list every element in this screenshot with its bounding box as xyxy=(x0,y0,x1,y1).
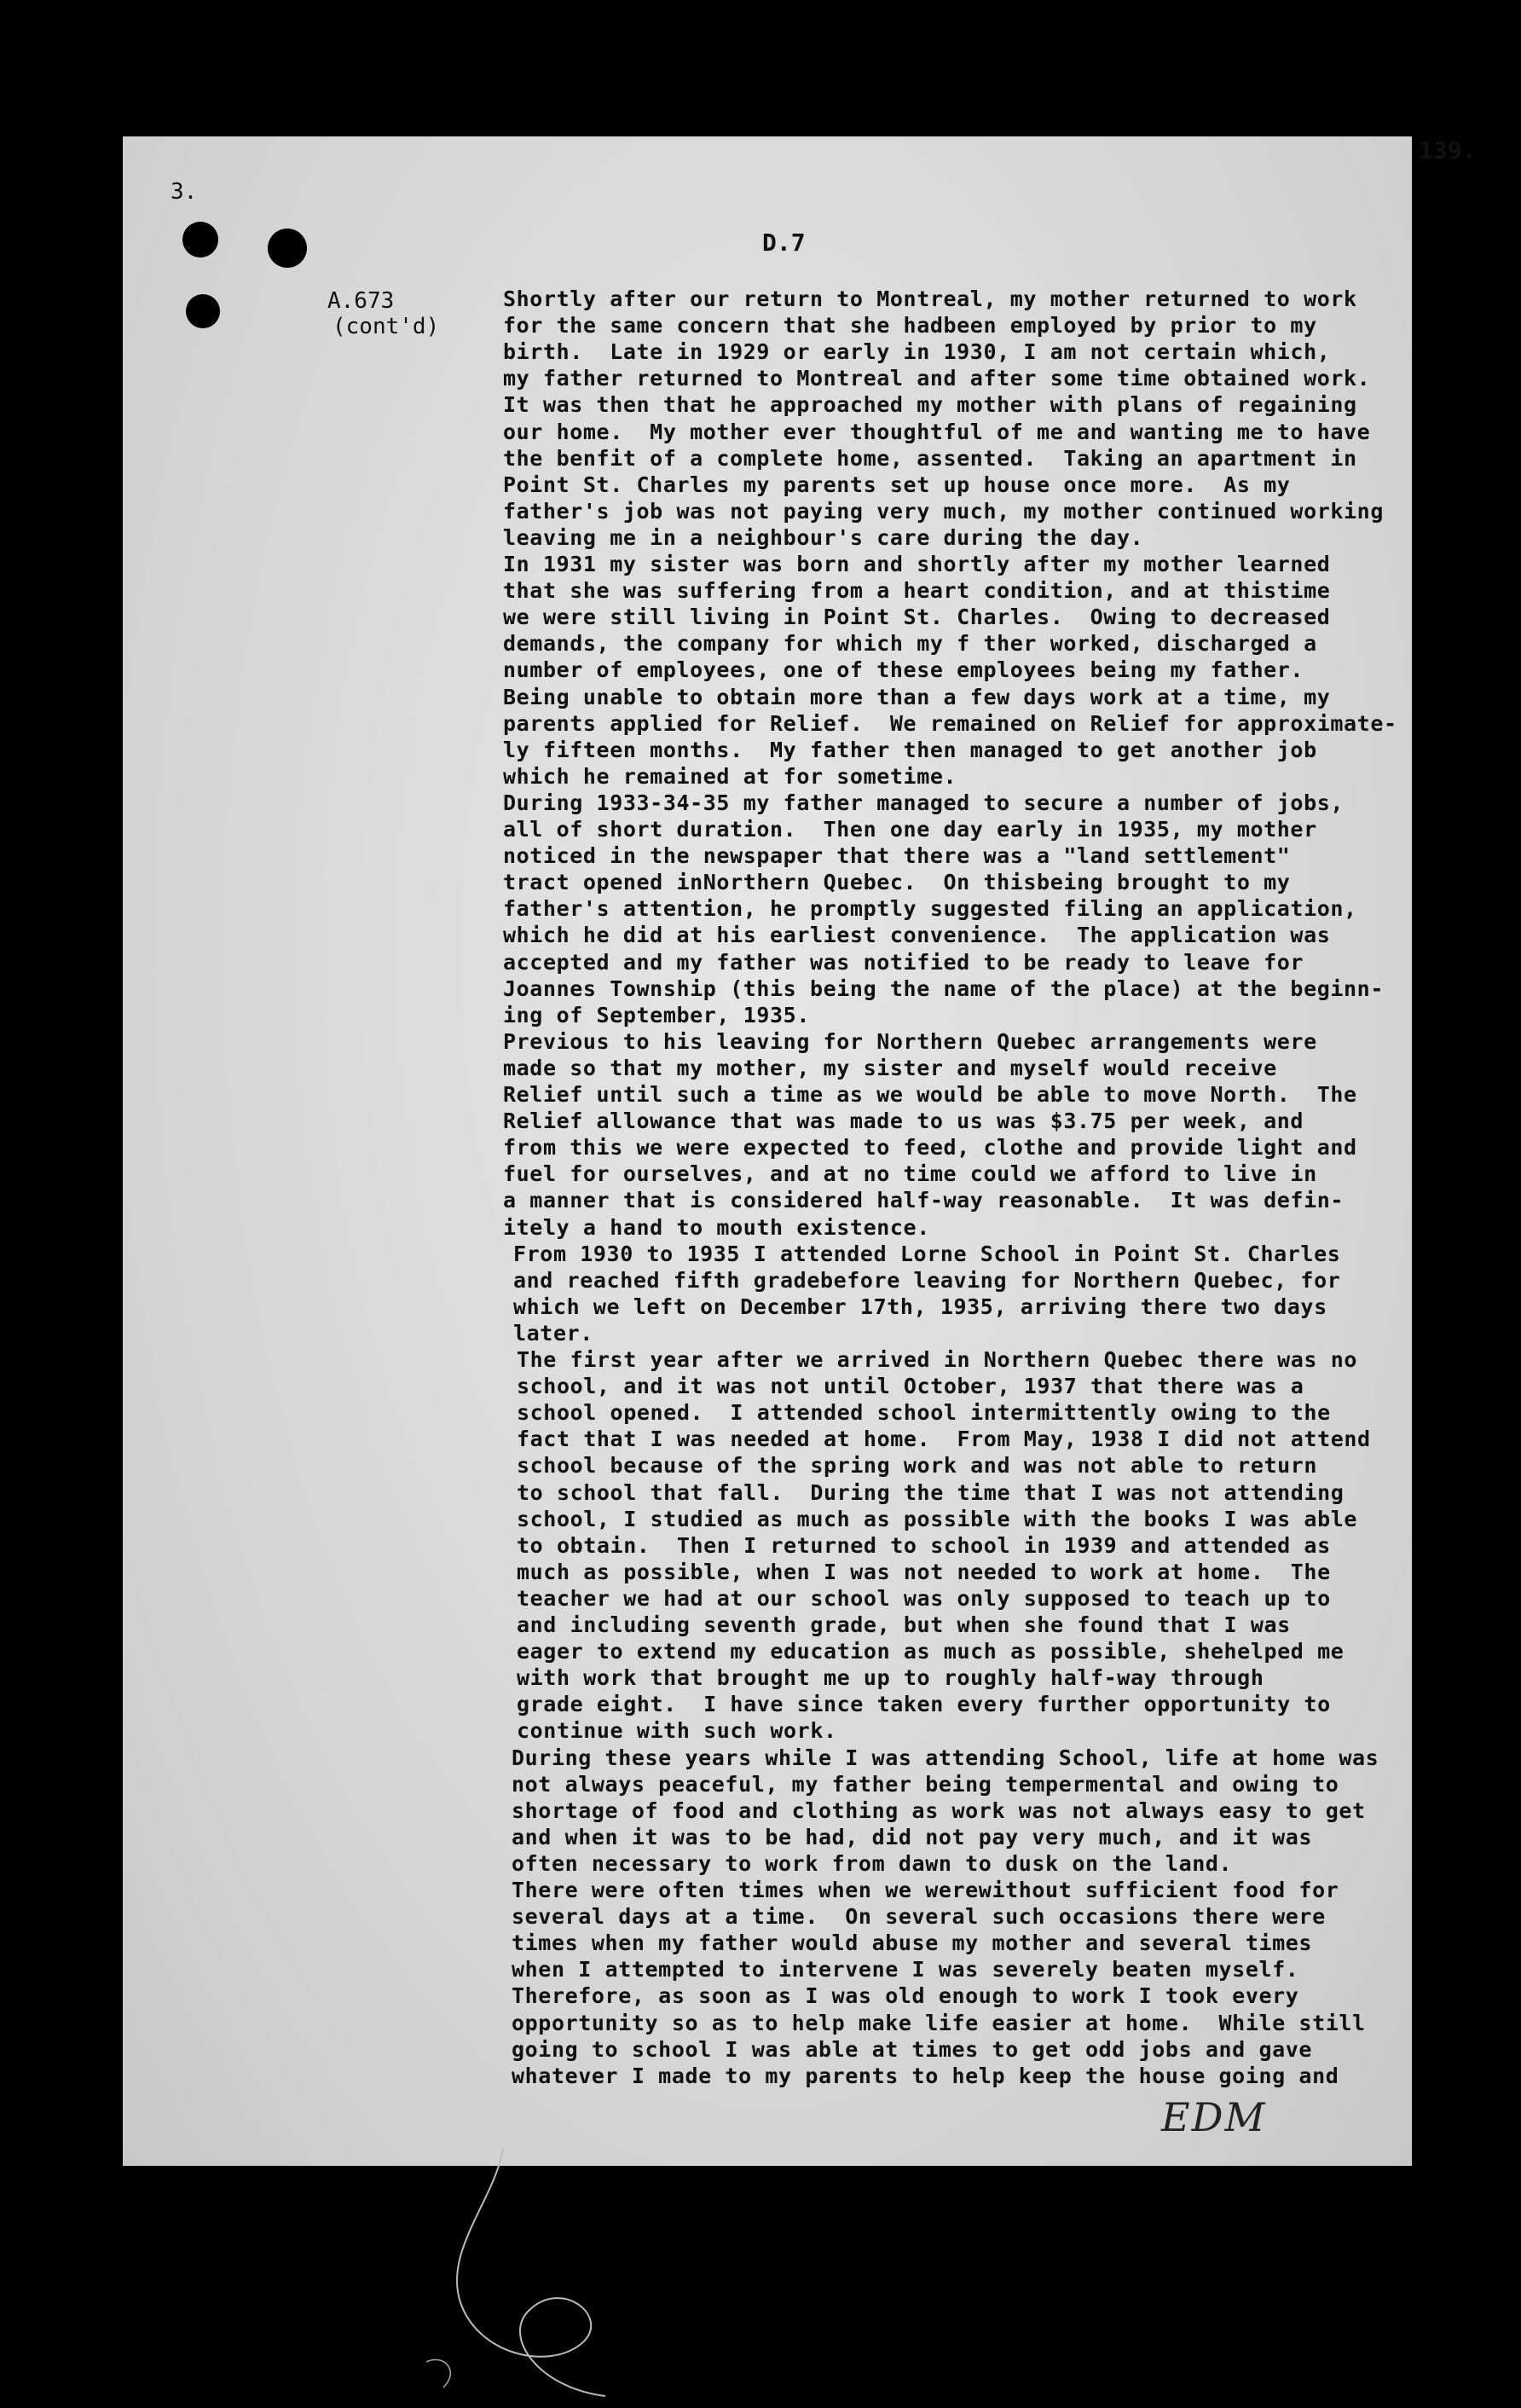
reference-continuation: (cont'd) xyxy=(333,314,440,339)
text-line: fact that I was needed at home. From May, 1938 I did not attend xyxy=(517,1427,1371,1452)
punch-hole xyxy=(268,229,307,268)
corner-mark: 3. xyxy=(171,179,198,205)
text-line: leaving me in a neighbour's care during the day. xyxy=(503,524,1144,550)
text-line: which we left on December 17th, 1935, arriving there two days xyxy=(513,1294,1327,1319)
text-line: a manner that is considered half-way reasonable. It was defin- xyxy=(503,1188,1345,1213)
text-line: whatever I made to my parents to help keep the house going and xyxy=(512,2063,1339,2088)
text-line: when I attempted to intervene I was severely beaten myself. xyxy=(512,1957,1299,1983)
text-line: ing of September, 1935. xyxy=(503,1002,810,1027)
text-line: From 1930 to 1935 I attended Lorne School in Point St. Charles xyxy=(513,1241,1341,1266)
loose-thread xyxy=(409,2149,631,2405)
text-line: Previous to his leaving for Northern Quebec arrangements were xyxy=(503,1028,1317,1054)
text-line: from this we were expected to feed, clothe and provide light and xyxy=(503,1135,1357,1161)
text-line: not always peaceful, my father being tempermental and owing to xyxy=(512,1771,1339,1797)
text-line: often necessary to work from dawn to dusk on the land. xyxy=(512,1850,1233,1876)
page-number: 139. xyxy=(1419,136,1477,165)
text-line: parents applied for Relief. We remained on Relief for approximate- xyxy=(503,710,1397,736)
text-line: ly fifteen months. My father then managed to get another job xyxy=(503,737,1317,762)
text-line: several days at a time. On several such occasions there were xyxy=(512,1904,1326,1930)
text-line: opportunity so as to help make life easier at home. While still xyxy=(512,2010,1366,2035)
text-line: that she was suffering from a heart condition, and at thistime xyxy=(503,578,1331,604)
text-line: number of employees, one of these employees being my father. xyxy=(503,657,1304,683)
text-line: Relief until such a time as we would be able to move North. The xyxy=(503,1082,1357,1107)
text-line: shortage of food and clothing as work was not always easy to get xyxy=(512,1797,1366,1823)
text-line: fuel for ourselves, and at no time could we afford to live in xyxy=(503,1161,1317,1187)
text-line: Relief allowance that was made to us was $3.75 per week, and xyxy=(503,1108,1304,1134)
text-line: grade eight. I have since taken every further opportunity to xyxy=(517,1692,1331,1717)
text-line: demands, the company for which my f ther worked, discharged a xyxy=(503,631,1317,657)
text-line: It was then that he approached my mother with plans of regaining xyxy=(503,392,1357,418)
text-line: In 1931 my sister was born and shortly after my mother learned xyxy=(503,552,1331,576)
text-line: the benfit of a complete home, assented. Taking an apartment in xyxy=(503,445,1357,471)
text-line: During 1933-34-35 my father managed to secure a number of jobs, xyxy=(503,790,1345,815)
text-line: noticed in the newspaper that there was a "land settlement" xyxy=(503,843,1291,869)
text-line: accepted and my father was notified to be ready to leave for xyxy=(503,949,1304,975)
text-line: going to school I was able at times to get odd jobs and gave xyxy=(512,2036,1313,2062)
text-line: Being unable to obtain more than a few days work at a time, my xyxy=(503,684,1331,709)
text-line: itely a hand to mouth existence. xyxy=(503,1214,930,1240)
text-line: with work that brought me up to roughly half-way through xyxy=(517,1665,1264,1691)
text-line: There were often times when we werewithout sufficient food for xyxy=(512,1878,1339,1902)
text-line: made so that my mother, my sister and myself would receive xyxy=(503,1055,1277,1080)
text-line: we were still living in Point St. Charles. Owing to decreased xyxy=(503,605,1331,630)
text-line: which he did at his earliest convenience. The application was xyxy=(503,923,1331,948)
text-line: later. xyxy=(513,1320,593,1346)
text-line: school, I studied as much as possible with the books I was able xyxy=(517,1506,1358,1531)
text-line: and including seventh grade, but when she found that I was xyxy=(517,1612,1291,1637)
text-line: teacher we had at our school was only supposed to teach up to xyxy=(517,1585,1331,1611)
text-line: school, and it was not until October, 1937 that there was a xyxy=(517,1374,1304,1399)
text-line: for the same concern that she hadbeen employed by prior to my xyxy=(503,313,1317,339)
text-line: times when my father would abuse my mother and several times xyxy=(512,1930,1313,1956)
text-line: my father returned to Montreal and after some time obtained work. xyxy=(503,366,1371,391)
document-page xyxy=(123,136,1477,2166)
text-line: tract opened inNorthern Quebec. On thisbeing brought to my xyxy=(503,870,1291,895)
text-line: school opened. I attended school intermittently owing to the xyxy=(517,1400,1331,1426)
text-line: our home. My mother ever thoughtful of me and wanting me to have xyxy=(503,419,1371,444)
reference-code: A.673 xyxy=(327,288,395,314)
text-line: Therefore, as soon as I was old enough to work I took every xyxy=(512,1983,1299,2009)
handwritten-initials: EDM xyxy=(1161,2094,1267,2140)
text-line: Joannes Township (this being the name of the place) at the beginn- xyxy=(503,975,1384,1001)
text-line: Point St. Charles my parents set up house once more. As my xyxy=(503,472,1291,497)
text-line: eager to extend my education as much as possible, shehelped me xyxy=(517,1639,1345,1664)
text-line: Shortly after our return to Montreal, my mother returned to work xyxy=(503,287,1357,311)
text-line: and reached fifth gradebefore leaving for Northern Quebec, for xyxy=(513,1267,1341,1293)
text-line: continue with such work. xyxy=(517,1718,837,1744)
text-line: father's attention, he promptly suggested filing an application, xyxy=(503,896,1357,922)
punch-hole xyxy=(182,222,218,258)
body-text xyxy=(503,287,1521,2197)
text-line: all of short duration. Then one day early in 1935, my mother xyxy=(503,817,1317,842)
punch-hole xyxy=(186,294,220,328)
text-line: father's job was not paying very much, my mother continued working xyxy=(503,498,1384,524)
text-line: to obtain. Then I returned to school in 1939 and attended as xyxy=(517,1532,1331,1558)
text-line: much as possible, when I was not needed to work at home. The xyxy=(517,1559,1331,1584)
text-line: During these years while I was attending School, life at home was xyxy=(512,1745,1379,1770)
text-line: to school that fall. During the time that I was not attending xyxy=(517,1479,1345,1505)
text-line: which he remained at for sometime. xyxy=(503,763,957,789)
text-line: The first year after we arrived in Northern Quebec there was no xyxy=(517,1347,1358,1372)
text-line: birth. Late in 1929 or early in 1930, I am not certain which, xyxy=(503,339,1331,365)
text-line: and when it was to be had, did not pay very much, and it was xyxy=(512,1824,1313,1849)
section-header: D.7 xyxy=(762,229,806,257)
text-line: school because of the spring work and was not able to return xyxy=(517,1453,1318,1479)
